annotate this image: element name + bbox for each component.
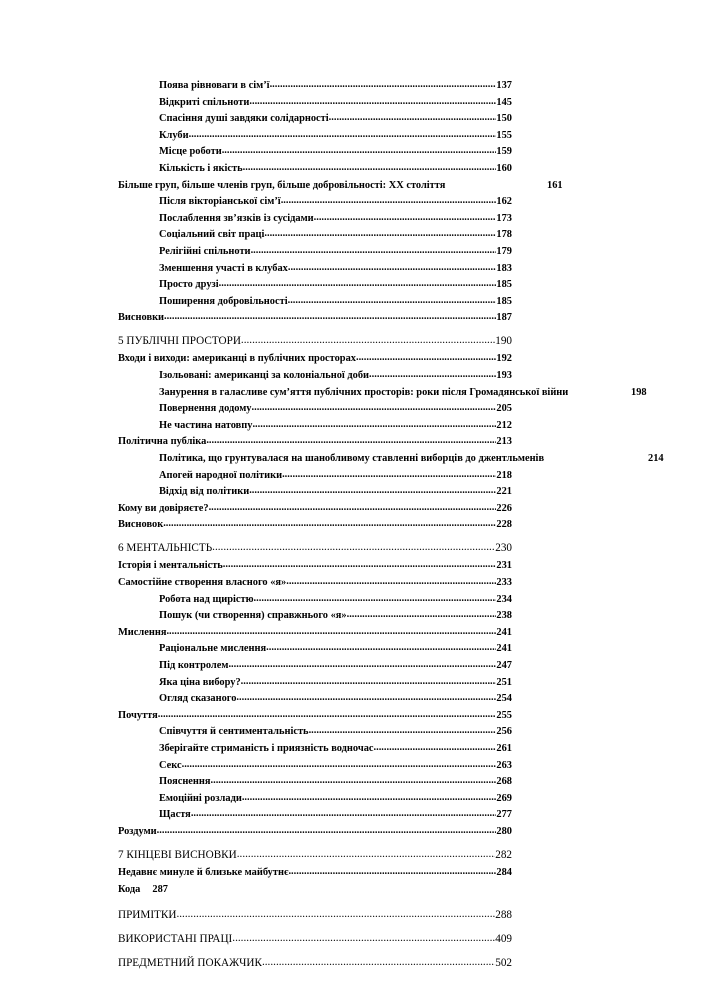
toc-section-page: 255: [496, 709, 512, 721]
toc-entry-page: 269: [496, 792, 512, 804]
toc-entry-page: 277: [496, 809, 512, 821]
toc-back-matter-title: ВИКОРИСТАНІ ПРАЦІ: [118, 933, 233, 946]
toc-entry-page: 162: [496, 196, 512, 208]
toc-section: [118, 865, 512, 882]
toc-chapter: [118, 331, 512, 352]
toc-back-matter: [118, 954, 512, 973]
toc-entry-page: 238: [496, 610, 512, 622]
toc-section-title: Історія і ментальність: [118, 560, 223, 572]
toc-back-matter-page: 288: [495, 909, 512, 922]
toc-entry-page: 185: [496, 295, 512, 307]
leader-dots: [262, 953, 495, 972]
toc-entry: [118, 111, 512, 128]
leader-dots: [251, 243, 497, 260]
toc-section-page: 228: [496, 519, 512, 531]
toc-back-matter-page: 409: [495, 933, 512, 946]
toc-entry-title: Яка ціна вибору?: [159, 676, 241, 688]
toc-entry: [118, 161, 512, 178]
toc-entry: [118, 758, 512, 775]
leader-dots: [356, 350, 496, 367]
toc-section: [118, 351, 512, 368]
toc-section-title: Політична публіка: [118, 436, 207, 448]
leader-dots: [252, 400, 497, 417]
toc-section: [118, 625, 512, 642]
toc-entry-title: Пошук (чи створення) справжнього «я»: [159, 610, 347, 622]
leader-dots: [241, 674, 497, 691]
toc-entry-page: 251: [496, 676, 512, 688]
leader-dots: [212, 537, 495, 558]
leader-dots: [286, 574, 496, 591]
toc-entry-title: Щастя: [159, 809, 191, 821]
toc-entry: [118, 194, 512, 211]
toc-section: [118, 178, 563, 195]
toc-chapter-title: 7 КІНЦЕВІ ВИСНОВКИ: [118, 848, 237, 861]
toc-entry-title: Раціональне мислення: [159, 643, 267, 655]
leader-dots: [281, 193, 497, 210]
leader-dots: [270, 77, 497, 94]
toc-entry-page: 183: [496, 262, 512, 274]
toc-section-title: Самостійне створення власного «я»: [118, 577, 287, 589]
toc-entry: [118, 691, 512, 708]
toc-entry-title: Послаблення зв’язків із сусідами: [159, 212, 314, 224]
toc-chapter-page: 230: [495, 541, 512, 554]
toc-entry-title: Секс: [159, 759, 182, 771]
toc-entry-title: Після вікторіанської сім’ї: [159, 196, 281, 208]
toc-entry-title: Співчуття й сентиментальність: [159, 726, 309, 738]
leader-dots: [166, 624, 496, 641]
toc-entry-page: 173: [496, 212, 512, 224]
toc-entry: [118, 144, 512, 161]
toc-chapter: [118, 538, 512, 559]
toc-entry: [118, 791, 512, 808]
toc-section-title: Висновки: [118, 312, 165, 324]
toc-entry-page: 254: [496, 693, 512, 705]
toc-entry-page: 268: [496, 776, 512, 788]
leader-dots: [211, 773, 497, 790]
toc-section-title: Мислення: [118, 626, 167, 638]
toc-entry: [118, 608, 512, 625]
leader-dots: [189, 127, 497, 144]
toc-entry: [118, 741, 512, 758]
toc-entry: [118, 418, 512, 435]
toc-section-title: Більше груп, більше членів груп, більше добровільності: ХХ століття: [118, 179, 446, 191]
leader-dots: [223, 557, 497, 574]
toc-entry-page: 212: [496, 419, 512, 431]
toc-section-title: Роздуми: [118, 825, 157, 837]
toc-entry-page: 179: [496, 245, 512, 257]
toc-chapter-page: 190: [495, 334, 512, 347]
toc-section-page: 226: [496, 502, 512, 514]
leader-dots: [222, 143, 497, 160]
toc-entry: [118, 774, 512, 791]
toc-entry: [118, 675, 512, 692]
toc-entry-title: Робота над щирістю: [159, 593, 254, 605]
toc-entry-title: Зменшення участі в клубах: [159, 262, 288, 274]
table-of-contents: [118, 78, 664, 973]
leader-dots: [314, 210, 497, 227]
toc-section-title: Кому ви довіряєте?: [118, 502, 209, 514]
toc-section-title: Висновок: [118, 519, 164, 531]
leader-dots: [243, 160, 497, 177]
leader-dots: [237, 844, 495, 865]
toc-entry: [118, 244, 512, 261]
leader-dots: [288, 864, 496, 881]
toc-section: [118, 434, 512, 451]
toc-entry-title: Не частина натовпу: [159, 419, 253, 431]
toc-entry-title: Політика, що грунтувалася на шанобливому ставленні виборців до джентльменів: [159, 452, 545, 464]
toc-back-matter: [118, 930, 512, 949]
toc-entry-title: Зберігайте стриманість і приязність водночас: [159, 742, 374, 754]
toc-chapter: [118, 845, 512, 866]
toc-entry: [118, 592, 512, 609]
toc-entry-page: 145: [496, 96, 512, 108]
toc-section-title: Входи і виходи: американці в публічних просторах: [118, 353, 356, 365]
toc-entry-title: Повернення додому: [159, 403, 252, 415]
toc-entry: [118, 451, 664, 468]
leader-dots: [369, 367, 496, 384]
toc-entry-page: 221: [496, 486, 512, 498]
leader-dots: [157, 823, 497, 840]
leader-dots: [209, 500, 497, 517]
toc-entry-page: 193: [496, 370, 512, 381]
toc-entry-page: 234: [496, 593, 512, 605]
toc-entry-title: Пояснення: [159, 776, 211, 788]
toc-entry: [118, 128, 512, 145]
toc-entry-page: 218: [496, 469, 512, 481]
toc-section-title: Кода: [118, 883, 141, 895]
toc-entry: [118, 261, 512, 278]
toc-entry-title: Поширення добровільності: [159, 295, 288, 307]
toc-entry: [118, 277, 512, 294]
toc-entry: [118, 401, 512, 418]
toc-entry-title: Емоційні розлади: [159, 792, 242, 804]
leader-dots: [264, 226, 496, 243]
leader-dots: [282, 467, 496, 484]
toc-entry-page: 185: [496, 279, 512, 291]
toc-entry-page: 137: [496, 80, 512, 91]
toc-section-page: 161: [547, 179, 563, 191]
toc-chapter-title: 6 МЕНТАЛЬНІСТЬ: [118, 541, 213, 554]
leader-dots: [191, 806, 497, 823]
leader-dots: [249, 483, 496, 500]
leader-dots: [266, 640, 496, 657]
toc-entry: [118, 78, 512, 95]
leader-dots: [182, 757, 497, 774]
toc-entry-title: Ізольовані: американці за колоніальної доби: [159, 370, 370, 381]
leader-dots: [176, 905, 495, 924]
toc-section: [118, 310, 512, 327]
toc-entry-title: Клуби: [159, 129, 189, 141]
toc-entry-title: Занурення в галасливе сум’яття публічних просторів: роки після Громадянської війни: [159, 386, 569, 398]
toc-entry-page: 263: [496, 759, 512, 771]
leader-dots: [241, 330, 495, 351]
toc-section-page: 187: [496, 312, 512, 324]
leader-dots: [228, 657, 496, 674]
toc-entry-title: Місце роботи: [159, 146, 222, 158]
toc-entry-page: 241: [496, 643, 512, 655]
toc-section-page: 280: [496, 825, 512, 837]
toc-section-page: 233: [496, 577, 512, 589]
leader-dots: [219, 276, 497, 293]
leader-dots: [164, 309, 496, 326]
toc-entry: [118, 484, 512, 501]
toc-entry-title: Просто друзі: [159, 279, 219, 291]
toc-section: [118, 824, 512, 841]
toc-entry: [118, 368, 512, 385]
leader-dots: [252, 417, 496, 434]
toc-entry: [118, 724, 512, 741]
toc-entry-title: Релігійні спільноти: [159, 245, 251, 257]
toc-back-matter-title: ПРИМІТКИ: [118, 909, 177, 922]
leader-dots: [329, 110, 497, 127]
toc-entry: [118, 385, 647, 402]
toc-entry: [118, 211, 512, 228]
toc-section-page: 192: [496, 353, 512, 365]
leader-dots: [288, 293, 497, 310]
toc-entry-title: Спасіння душі завдяки солідарності: [159, 113, 329, 125]
toc-back-matter-page: 502: [495, 957, 512, 970]
leader-dots: [254, 591, 497, 608]
toc-section: [118, 501, 512, 518]
toc-entry-page: 159: [496, 146, 512, 158]
toc-section-page: 287: [152, 883, 168, 895]
toc-entry: [118, 227, 512, 244]
leader-dots: [249, 94, 496, 111]
toc-entry-page: 214: [648, 452, 664, 464]
leader-dots: [232, 929, 495, 948]
toc-entry: [118, 294, 512, 311]
toc-section-title: Почуття: [118, 709, 158, 721]
toc-entry-title: Відкриті спільноти: [159, 96, 250, 108]
toc-entry: [118, 95, 512, 112]
leader-dots: [374, 740, 497, 757]
toc-entry-page: 150: [496, 113, 512, 125]
toc-entry-page: 205: [496, 403, 512, 415]
leader-dots: [309, 723, 497, 740]
toc-entry-page: 261: [496, 742, 512, 754]
toc-chapter-page: 282: [495, 848, 512, 861]
leader-dots: [347, 607, 497, 624]
toc-back-matter: [118, 906, 512, 925]
toc-entry-page: 247: [496, 660, 512, 671]
toc-entry: [118, 641, 512, 658]
toc-section: [118, 517, 512, 534]
leader-dots: [206, 433, 496, 450]
toc-entry-page: 160: [496, 162, 512, 174]
toc-entry-title: Огляд сказаного: [159, 693, 237, 705]
toc-entry-title: Кількість і якість: [159, 162, 243, 174]
toc-entry: [118, 468, 512, 485]
toc-entry-page: 155: [496, 129, 512, 141]
toc-entry: [118, 807, 512, 824]
toc-section: [118, 575, 512, 592]
leader-dots: [163, 516, 496, 533]
toc-section-page: 231: [496, 560, 512, 572]
leader-dots: [236, 690, 496, 707]
toc-entry-title: Відхід від політики: [159, 486, 250, 498]
toc-entry-title: Соціальний світ праці: [159, 229, 265, 241]
toc-section-title: Недавнє минуле й близьке майбутнє: [118, 867, 289, 879]
toc-section-page: 213: [496, 436, 512, 448]
leader-dots: [158, 707, 497, 724]
toc-entry-title: Апогей народної політики: [159, 469, 283, 481]
toc-entry-title: Поява рівноваги в сім’ї: [159, 80, 270, 91]
toc-entry-page: 178: [496, 229, 512, 241]
toc-section-page: 284: [496, 867, 512, 879]
toc-section: [118, 708, 512, 725]
toc-back-matter-title: ПРЕДМЕТНИЙ ПОКАЖЧИК: [118, 957, 262, 970]
toc-entry-title: Під контролем: [159, 660, 229, 671]
toc-entry-page: 256: [496, 726, 512, 738]
toc-section-page: 241: [496, 626, 512, 638]
toc-section: [118, 558, 512, 575]
toc-entry-page: 198: [631, 386, 647, 398]
leader-dots: [242, 790, 497, 807]
toc-entry: [118, 658, 512, 675]
leader-dots: [288, 260, 497, 277]
toc-section: [118, 882, 512, 899]
toc-chapter-title: 5 ПУБЛІЧНІ ПРОСТОРИ: [118, 334, 241, 347]
